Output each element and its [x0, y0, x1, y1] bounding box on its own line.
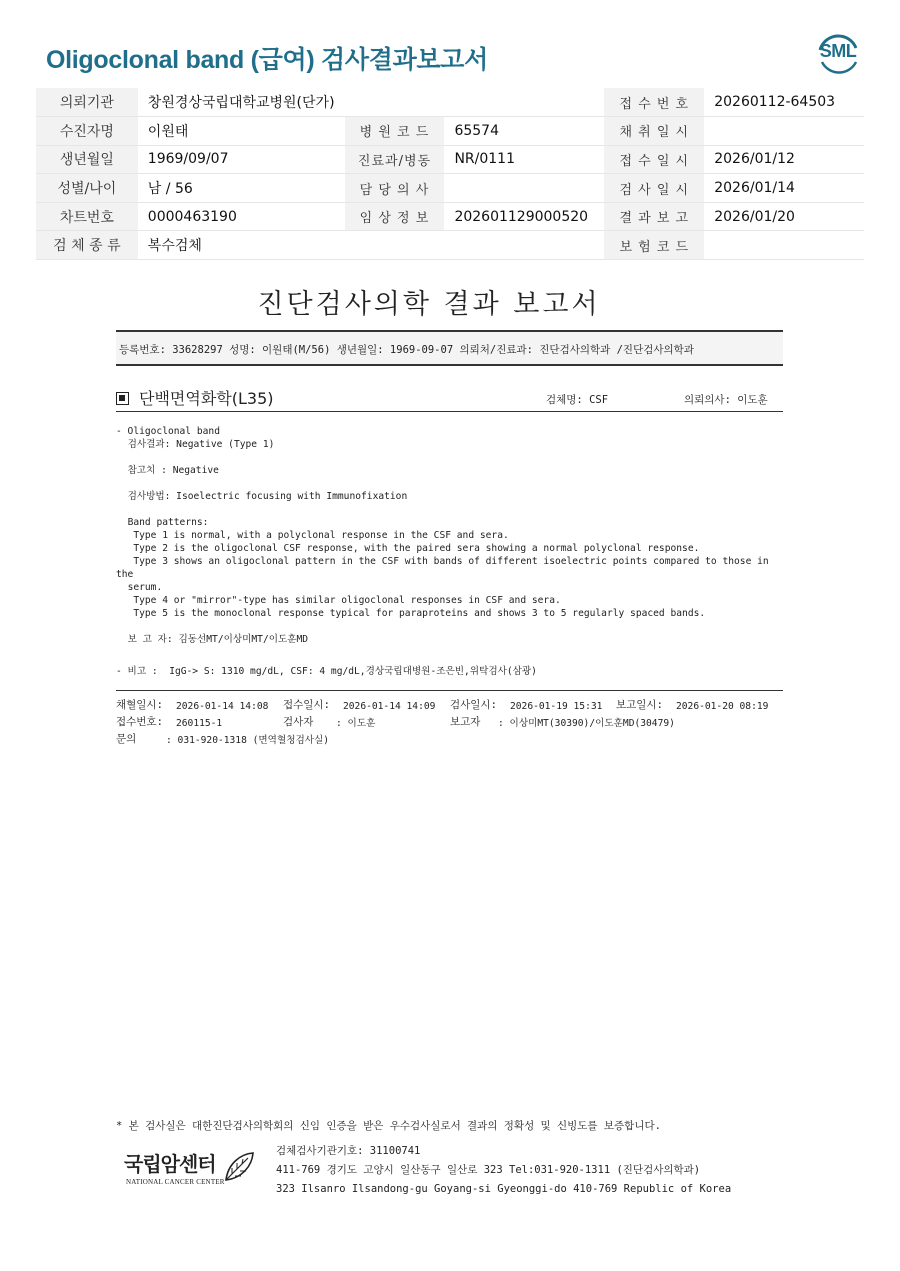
- patient-summary-bar: 등록번호: 33628297 성명: 이원태(M/56) 생년월일: 1969-09-07 의뢰처/진료과: 진단검사의학과 /진단검사의학과: [116, 330, 783, 366]
- info-value: 20260112-64503: [704, 88, 864, 117]
- info-label: 진료과/병동: [345, 145, 445, 174]
- national-cancer-center-logo: [124, 1148, 264, 1194]
- result-body: [116, 425, 783, 678]
- info-value: 202601129000520: [444, 202, 604, 231]
- info-value: 복수검체: [138, 231, 345, 260]
- result-line: 검사결과: Negative (Type 1): [116, 439, 275, 450]
- info-label: 검 사 일 시: [604, 174, 704, 203]
- info-label: 생년월일: [36, 145, 138, 174]
- report-time: 2026-01-20 08:19: [676, 701, 769, 712]
- result-line: - 비고 : IgG-> S: 1310 mg/dL, CSF: 4 mg/dL,경상국립대병원-조은빈,위탁검사(삼광): [116, 666, 537, 677]
- info-value: 2026/01/20: [704, 202, 864, 231]
- info-label: 접 수 번 호: [604, 88, 704, 117]
- result-line: [116, 646, 783, 659]
- result-line: [116, 451, 783, 464]
- result-line: Type 3 shows an oligoclonal pattern in the CSF with bands of different isoelectric points compared to those in the: [116, 556, 775, 580]
- info-value: [704, 117, 864, 146]
- collect-label: 채혈일시:: [116, 699, 163, 711]
- info-value: [444, 88, 604, 117]
- physician-label: 의뢰의사: 이도훈: [684, 394, 768, 406]
- receive-time: 2026-01-14 14:09: [343, 701, 436, 712]
- info-label: [345, 88, 445, 117]
- tester-value: : 이도훈: [336, 718, 376, 729]
- info-label: 접 수 일 시: [604, 145, 704, 174]
- info-value: 2026/01/12: [704, 145, 864, 174]
- org-name-ko: 국립암센터: [124, 1152, 216, 1176]
- result-line: [116, 620, 783, 633]
- info-row: [36, 174, 864, 203]
- address-ko: 411-769 경기도 고양시 일산동구 일산로 323 Tel:031-920-1311 (진단검사의학과): [276, 1164, 701, 1176]
- contact-value: : 031-920-1318 (면역혈청검사실): [166, 735, 330, 746]
- address-en: 323 Ilsanro Ilsandong-gu Goyang-si Gyeonggi-do 410-769 Republic of Korea: [276, 1183, 732, 1195]
- sign-block: [116, 690, 783, 748]
- reporter-label: 보고자: [450, 716, 481, 728]
- info-value: 65574: [444, 117, 604, 146]
- info-label: 결 과 보 고: [604, 202, 704, 231]
- recno-label: 접수번호:: [116, 716, 163, 728]
- info-value: 창원경상국립대학교병원(단가): [138, 88, 345, 117]
- info-label: 담 당 의 사: [345, 174, 445, 203]
- test-time: 2026-01-19 15:31: [510, 701, 603, 712]
- info-row: [36, 231, 864, 260]
- info-value: [704, 231, 864, 260]
- info-label: [345, 231, 445, 260]
- patient-info-table: [36, 88, 864, 260]
- info-value: 남 / 56: [138, 174, 345, 203]
- section-square-icon: [116, 392, 129, 405]
- info-value: NR/0111: [444, 145, 604, 174]
- info-value: 2026/01/14: [704, 174, 864, 203]
- test-label: 검사일시:: [450, 699, 497, 711]
- report-label: 보고일시:: [616, 699, 663, 711]
- result-line: Type 5 is the monoclonal response typical for paraproteins and shows 3 to 5 regularly spaced bands.: [116, 608, 706, 619]
- result-line: 참고치 : Negative: [116, 465, 219, 476]
- reporter-value: : 이상미MT(30390)/이도훈MD(30479): [498, 718, 675, 729]
- result-line: 검사방법: Isoelectric focusing with Immunofixation: [116, 491, 408, 502]
- logo-text: SML: [819, 41, 857, 61]
- collect-time: 2026-01-14 14:08: [176, 701, 269, 712]
- tester-label: 검사자: [283, 716, 314, 728]
- result-line: Type 1 is normal, with a polyclonal response in the CSF and sera.: [116, 530, 509, 541]
- info-value: [444, 231, 604, 260]
- result-line: Type 2 is the oligoclonal CSF response, with the paired sera showing a normal polyclonal response.: [116, 543, 700, 554]
- contact-label: 문의: [116, 733, 137, 745]
- info-label: 채 취 일 시: [604, 117, 704, 146]
- report-title: 진단검사의학 결과 보고서: [257, 289, 601, 320]
- info-label: 임 상 정 보: [345, 202, 445, 231]
- page-title: Oligoclonal band (급여) 검사결과보고서: [46, 46, 488, 74]
- leaf-icon: [222, 1150, 256, 1184]
- institution-code: 검체검사기관기호: 31100741: [276, 1145, 421, 1157]
- result-line: [116, 503, 783, 516]
- section-title: 단백면역화학(L35): [139, 389, 274, 408]
- info-row: [36, 88, 864, 117]
- result-line: Band patterns:: [116, 517, 209, 528]
- info-label: 검 체 종 류: [36, 231, 138, 260]
- info-label: 성별/나이: [36, 174, 138, 203]
- info-label: 차트번호: [36, 202, 138, 231]
- info-label: 보 험 코 드: [604, 231, 704, 260]
- receive-label: 접수일시:: [283, 699, 330, 711]
- info-row: [36, 117, 864, 146]
- info-value: 1969/09/07: [138, 145, 345, 174]
- footer-address: [276, 1142, 731, 1199]
- info-label: 의뢰기관: [36, 88, 138, 117]
- certification-note: * 본 검사실은 대한진단검사의학회의 신임 인증을 받은 우수검사실로서 결과의 정확성 및 신빙도를 보증합니다.: [116, 1120, 661, 1132]
- result-line: 보 고 자: 김동선MT/이상미MT/이도훈MD: [116, 634, 309, 645]
- info-value: [444, 174, 604, 203]
- section-header: [116, 386, 783, 412]
- recno-value: 260115-1: [176, 718, 223, 729]
- info-value: 이원태: [138, 117, 345, 146]
- sml-logo: [812, 28, 864, 80]
- info-row: [36, 145, 864, 174]
- result-line: serum.: [116, 582, 163, 593]
- result-line: [116, 477, 783, 490]
- result-line: Type 4 or "mirror"-type has similar oligoclonal responses in CSF and sera.: [116, 595, 561, 606]
- info-label: 수진자명: [36, 117, 138, 146]
- info-row: [36, 202, 864, 231]
- info-value: 0000463190: [138, 202, 345, 231]
- info-label: 병 원 코 드: [345, 117, 445, 146]
- org-name-en: NATIONAL CANCER CENTER: [126, 1178, 225, 1186]
- result-line: - Oligoclonal band: [116, 426, 220, 437]
- specimen-label: 검체명: CSF: [546, 394, 609, 406]
